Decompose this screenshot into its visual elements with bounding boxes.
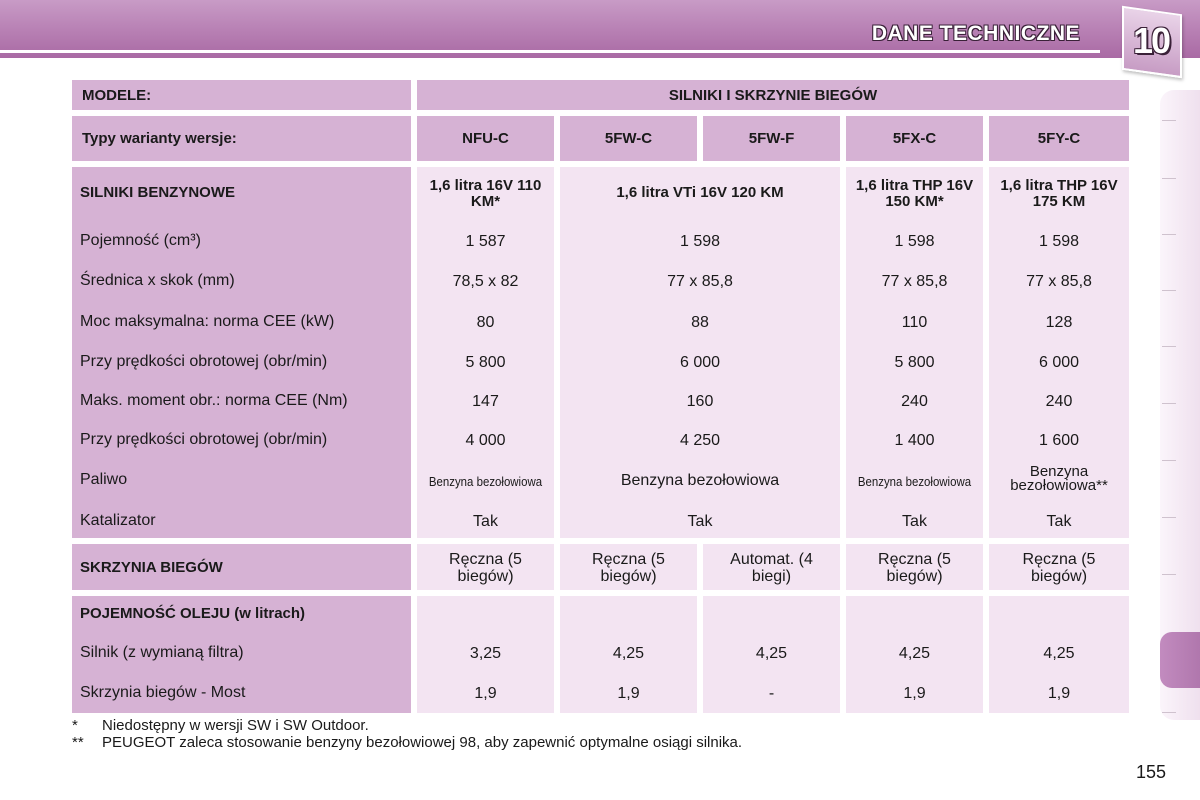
spec-label: Przy prędkości obrotowej (obr/min) — [80, 353, 328, 370]
spec-value: 1 587 — [465, 233, 506, 250]
page-number: 155 — [1136, 762, 1167, 782]
spec-value: 78,5 x 82 — [452, 273, 519, 290]
tab-divider — [1162, 460, 1176, 461]
spec-value: 128 — [1045, 314, 1073, 331]
footnote — [72, 717, 369, 734]
spec-value: 1 400 — [894, 432, 935, 449]
spec-value: 1 598 — [679, 233, 721, 250]
gearbox-value: Automat. (4 biegi) — [730, 551, 813, 585]
variant-header: 5FW-F — [703, 116, 840, 161]
variant-header: 5FW-C — [560, 116, 697, 161]
spec-label: Przy prędkości obrotowej (obr/min) — [80, 431, 328, 448]
tab-divider — [1162, 403, 1176, 404]
engine-name: 1,6 litra 16V 110 KM* — [429, 177, 542, 210]
oil-value: 4,25 — [755, 645, 788, 662]
chapter-tab-active[interactable] — [1160, 632, 1200, 688]
footnote — [72, 734, 742, 751]
engine-name: 1,6 litra THP 16V 150 KM* — [855, 177, 974, 210]
variants-header: Typy warianty wersje: — [72, 116, 411, 161]
spec-label: Maks. moment obr.: norma CEE (Nm) — [80, 392, 348, 409]
section-header: SILNIKI I SKRZYNIE BIEGÓW — [417, 80, 1129, 110]
gearbox-section-title: SKRZYNIA BIEGÓW — [80, 559, 223, 576]
spec-value: 240 — [901, 393, 928, 410]
spec-value: 77 x 85,8 — [667, 273, 733, 290]
header-divider — [0, 50, 1100, 53]
tab-divider — [1162, 346, 1176, 347]
oil-value: 4,25 — [612, 645, 645, 662]
chapter-tab-strip — [1160, 90, 1200, 720]
oil-value: 1,9 — [1047, 685, 1071, 702]
spec-value: Tak — [473, 513, 498, 530]
spec-value: 6 000 — [1038, 354, 1080, 371]
spec-value: 110 — [901, 314, 928, 331]
spec-value: 147 — [472, 393, 499, 410]
spec-value: 1 600 — [1038, 432, 1080, 449]
page-title: DANE TECHNICZNE — [871, 22, 1080, 45]
tab-divider — [1162, 712, 1176, 713]
spec-value: 5 800 — [465, 354, 506, 371]
spec-value: 4 250 — [679, 432, 721, 449]
tab-divider — [1162, 517, 1176, 518]
spec-value: 77 x 85,8 — [1026, 273, 1092, 290]
variant-header: 5FY-C — [989, 116, 1129, 161]
footnote-text: PEUGEOT zaleca stosowanie benzyny bezołowiowej 98, aby zapewnić optymalne osiągi silnika. — [102, 734, 743, 751]
oil-value: 4,25 — [1043, 645, 1075, 662]
spec-label: Katalizator — [80, 512, 156, 529]
spec-value: 77 x 85,8 — [881, 273, 948, 290]
oil-label: Silnik (z wymianą filtra) — [80, 644, 244, 661]
spec-value: 1 598 — [1038, 233, 1080, 250]
gearbox-value: Ręczna (5 biegów) — [449, 551, 522, 585]
oil-section-title: POJEMNOŚĆ OLEJU (w litrach) — [80, 605, 306, 622]
spec-value: 4 000 — [465, 432, 506, 449]
spec-label: Moc maksymalna: norma CEE (kW) — [80, 313, 335, 330]
tab-divider — [1162, 574, 1176, 575]
spec-value: Tak — [902, 513, 927, 530]
footnote-mark: ** — [72, 734, 84, 751]
spec-label: Pojemność (cm³) — [80, 232, 201, 249]
spec-value: Tak — [687, 513, 713, 530]
spec-value: Benzyna bezołowiowa** — [1010, 463, 1108, 494]
engine-name: 1,6 litra THP 16V 175 KM — [1000, 177, 1118, 210]
tab-divider — [1162, 234, 1176, 235]
spec-value: 5 800 — [894, 354, 935, 371]
oil-value: 3,25 — [469, 645, 502, 662]
tab-divider — [1162, 120, 1176, 121]
footnote-text: Niedostępny w wersji SW i SW Outdoor. — [102, 717, 369, 734]
chapter-number: 10 — [1132, 20, 1170, 61]
gearbox-value: Ręczna (5 biegów) — [878, 551, 951, 585]
oil-value: 1,9 — [474, 685, 497, 702]
models-header: MODELE: — [72, 80, 411, 110]
spec-value: 80 — [476, 314, 495, 331]
oil-value: 1,9 — [903, 685, 926, 702]
variant-header: 5FX-C — [846, 116, 983, 161]
spec-value: 1 598 — [894, 233, 935, 250]
oil-label: Skrzynia biegów - Most — [80, 684, 246, 701]
spec-value: Tak — [1046, 513, 1072, 530]
spec-value: 160 — [686, 393, 714, 410]
engines-section-title: SILNIKI BENZYNOWE — [80, 184, 236, 201]
tab-divider — [1162, 290, 1176, 291]
oil-value: 1,9 — [617, 685, 640, 702]
spec-value: Benzyna bezołowiowa — [857, 474, 972, 489]
footnote-mark: * — [72, 717, 78, 734]
spec-value: 240 — [1045, 393, 1073, 410]
spec-value: Benzyna bezołowiowa — [428, 474, 543, 489]
variant-header: NFU-C — [417, 116, 554, 161]
oil-value: - — [768, 685, 775, 702]
spec-label: Średnica x skok (mm) — [80, 272, 235, 289]
engine-name: 1,6 litra VTi 16V 120 KM — [616, 184, 784, 201]
tab-divider — [1162, 178, 1176, 179]
gearbox-value: Ręczna (5 biegów) — [1022, 551, 1096, 585]
spec-label: Paliwo — [80, 471, 128, 488]
spec-value: 88 — [691, 314, 709, 331]
gearbox-value: Ręczna (5 biegów) — [592, 551, 665, 585]
oil-value: 4,25 — [898, 645, 931, 662]
spec-value: Benzyna bezołowiowa — [620, 472, 780, 489]
spec-value: 6 000 — [679, 354, 721, 371]
